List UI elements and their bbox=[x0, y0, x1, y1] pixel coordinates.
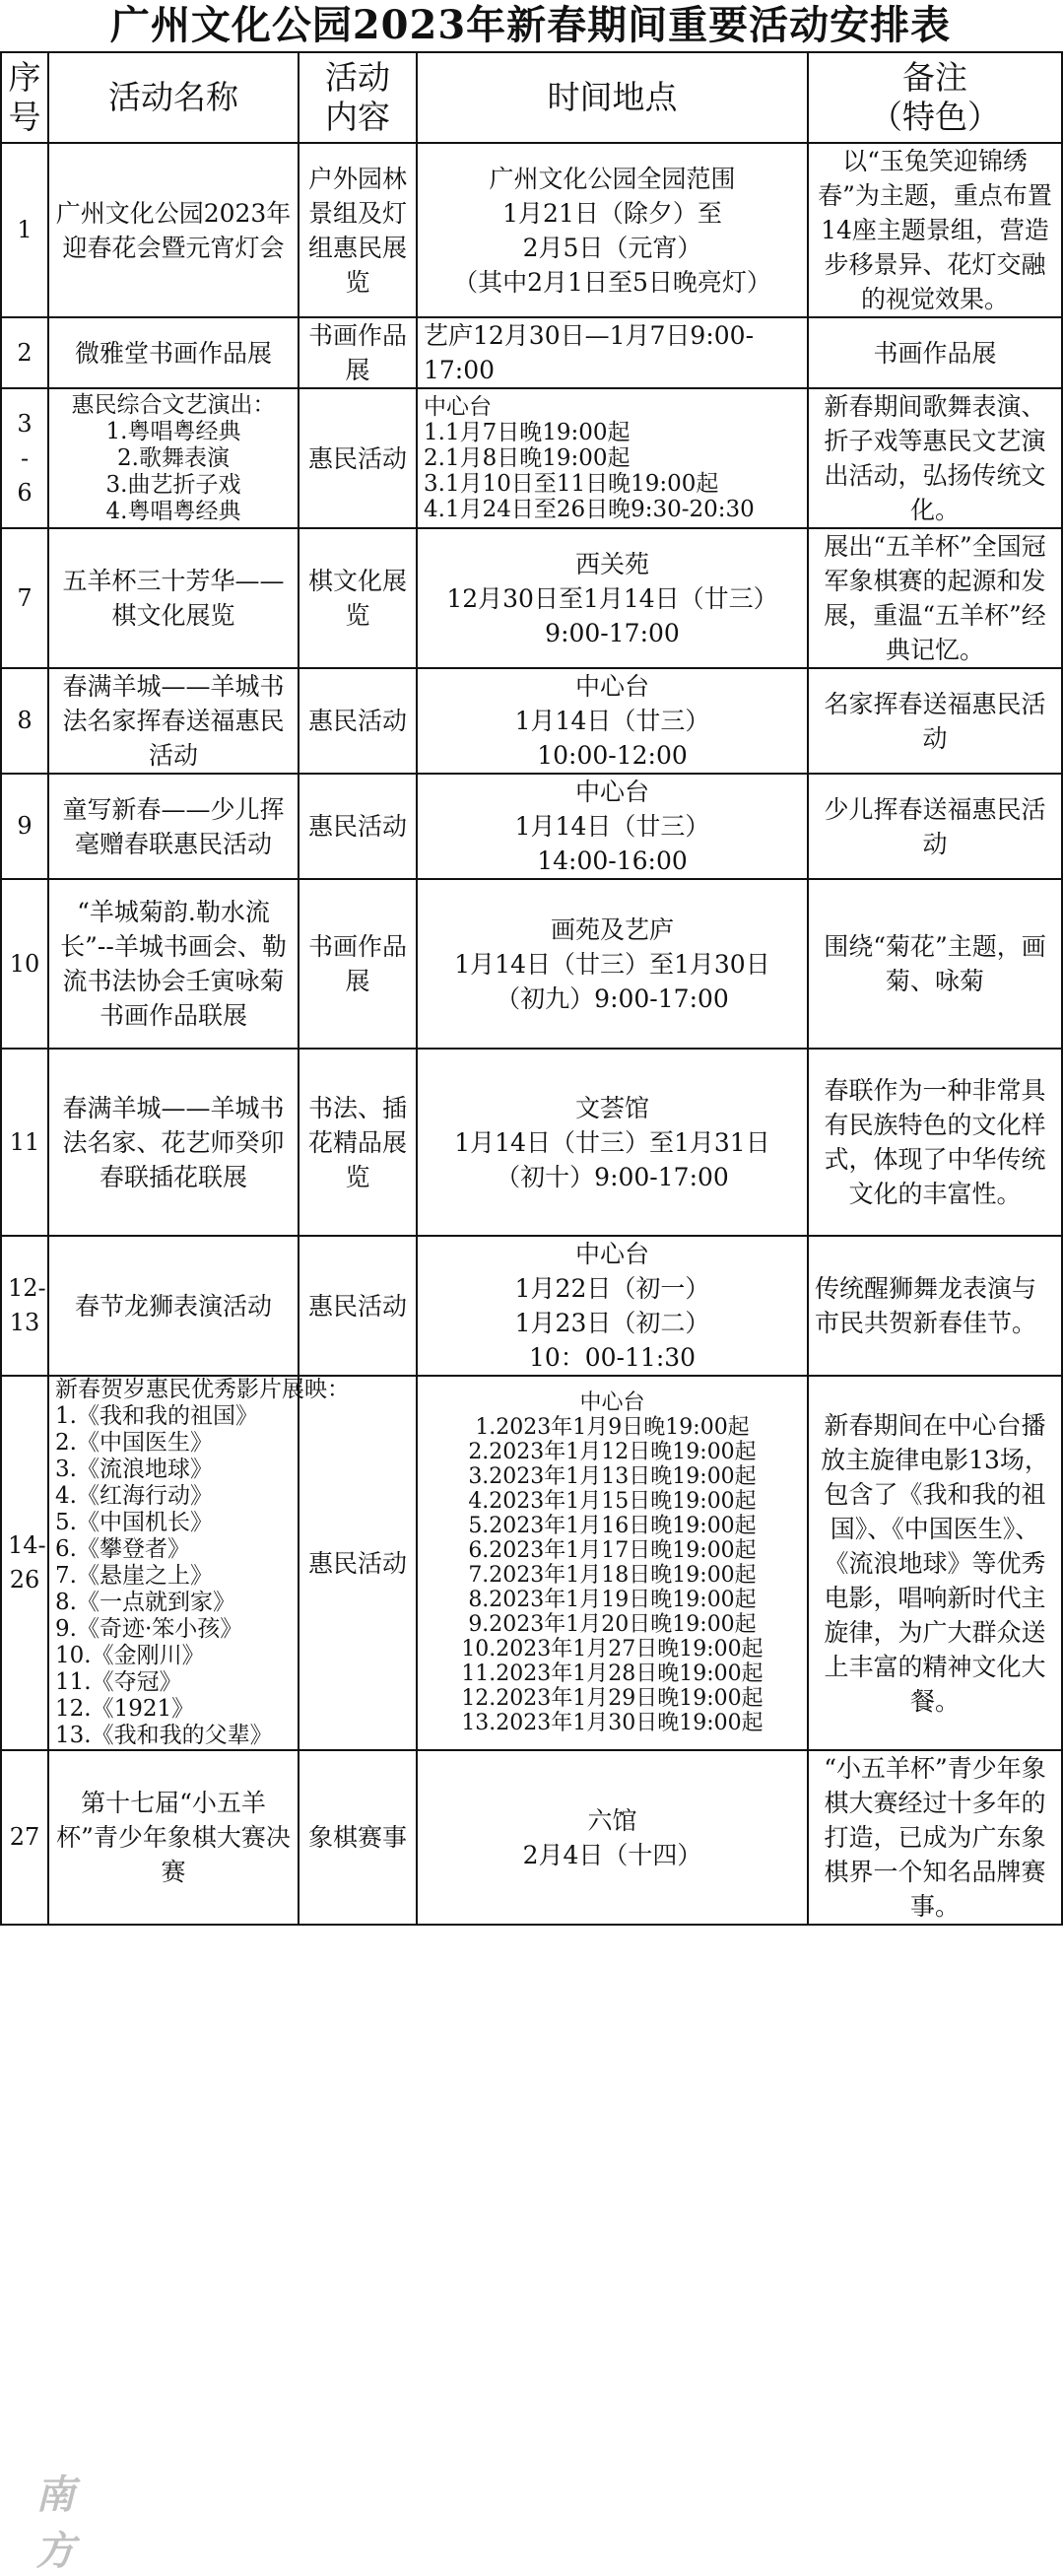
cell-time-place: 广州文化公园全园范围 1月21日（除夕）至 2月5日（元宵） （其中2月1日至5日晚亮灯） bbox=[417, 143, 808, 317]
table-row bbox=[1, 388, 1062, 528]
cell-note: “小五羊杯”青少年象棋大赛经过十多年的打造，已成为广东象棋界一个知名品牌赛事。 bbox=[808, 1750, 1062, 1925]
cell-activity-name: 微雅堂书画作品展 bbox=[48, 317, 299, 388]
cell-activity-type: 户外园林景组及灯组惠民展览 bbox=[299, 143, 417, 317]
cell-time-place: 中心台 1.2023年1月9日晚19:00起 2.2023年1月12日晚19:00起 3.2023年1月13日晚19:00起 4.2023年1月15日晚19:00起 5.2023年1月16日晚19:00起 6.2023年1月17日晚19:00起 7.2023年1月18日晚19:00起 8.2023年1月19日晚19:00起 9.2023年1月20日晚19:00起 10.2023年1月27日晚19:00起 11.2023年1月28日晚19:00起 12.2023年1月29日晚19:00起 13.2023年1月30日晚19:00起 bbox=[417, 1376, 808, 1750]
cell-no: 1 bbox=[1, 143, 48, 317]
cell-note: 围绕“菊花”主题，画菊、咏菊 bbox=[808, 879, 1062, 1049]
cell-activity-name: 春满羊城——羊城书法名家挥春送福惠民活动 bbox=[48, 668, 299, 774]
cell-activity-type: 惠民活动 bbox=[299, 1376, 417, 1750]
cell-time-place: 中心台 1.1月7日晚19:00起 2.1月8日晚19:00起 3.1月10日至11日晚19:00起 4.1月24日至26日晚9:30-20:30 bbox=[417, 388, 808, 528]
watermark-logo: 南方 bbox=[35, 2472, 75, 2574]
cell-activity-type: 书法、插花精品展览 bbox=[299, 1049, 417, 1236]
cell-no: 7 bbox=[1, 528, 48, 668]
cell-time-place: 艺庐12月30日—1月7日9:00-17:00 bbox=[417, 317, 808, 388]
cell-no: 9 bbox=[1, 774, 48, 879]
cell-no: 8 bbox=[1, 668, 48, 774]
cell-time-place: 画苑及艺庐 1月14日（廿三）至1月30日 （初九）9:00-17:00 bbox=[417, 879, 808, 1049]
cell-note: 新春期间在中心台播放主旋律电影13场，包含了《我和我的祖国》、《中国医生》、《流浪地球》等优秀电影，唱响新时代主旋律，为广大群众送上丰富的精神文化大餐。 bbox=[808, 1376, 1062, 1750]
cell-activity-type: 棋文化展览 bbox=[299, 528, 417, 668]
cell-activity-name: 春节龙狮表演活动 bbox=[48, 1236, 299, 1376]
cell-activity-type: 象棋赛事 bbox=[299, 1750, 417, 1925]
cell-time-place: 中心台 1月14日（廿三） 14:00-16:00 bbox=[417, 774, 808, 879]
cell-activity-type: 书画作品展 bbox=[299, 317, 417, 388]
activity-schedule-table bbox=[0, 51, 1063, 1926]
cell-note: 展出“五羊杯”全国冠军象棋赛的起源和发展，重温“五羊杯”经典记忆。 bbox=[808, 528, 1062, 668]
header-time: 时间地点 bbox=[417, 52, 808, 143]
cell-no: 12- 13 bbox=[1, 1236, 48, 1376]
cell-no: 11 bbox=[1, 1049, 48, 1236]
document-title: 广州文化公园2023年新春期间重要活动安排表 bbox=[109, 2, 952, 48]
cell-time-place: 西关苑 12月30日至1月14日（廿三） 9:00-17:00 bbox=[417, 528, 808, 668]
cell-no: 14- 26 bbox=[1, 1376, 48, 1750]
cell-activity-type: 惠民活动 bbox=[299, 1236, 417, 1376]
cell-activity-type: 惠民活动 bbox=[299, 668, 417, 774]
cell-activity-type: 惠民活动 bbox=[299, 774, 417, 879]
table-row bbox=[1, 1750, 1062, 1925]
cell-no: 10 bbox=[1, 879, 48, 1049]
cell-time-place: 中心台 1月14日（廿三） 10:00-12:00 bbox=[417, 668, 808, 774]
cell-activity-name: 第十七届“小五羊杯”青少年象棋大赛决赛 bbox=[48, 1750, 299, 1925]
table-row bbox=[1, 1049, 1062, 1236]
cell-activity-name: “羊城菊韵.勒水流长”--羊城书画会、勒流书法协会壬寅咏菊书画作品联展 bbox=[48, 879, 299, 1049]
table-row bbox=[1, 668, 1062, 774]
cell-note: 春联作为一种非常具有民族特色的文化样式，体现了中华传统文化的丰富性。 bbox=[808, 1049, 1062, 1236]
header-name: 活动名称 bbox=[48, 52, 299, 143]
cell-activity-type: 书画作品展 bbox=[299, 879, 417, 1049]
table-row bbox=[1, 143, 1062, 317]
cell-note: 以“玉兔笑迎锦绣春”为主题，重点布置14座主题景组，营造步移景异、花灯交融的视觉效果。 bbox=[808, 143, 1062, 317]
cell-no: 2 bbox=[1, 317, 48, 388]
table-row bbox=[1, 879, 1062, 1049]
cell-note: 少儿挥春送福惠民活动 bbox=[808, 774, 1062, 879]
cell-no: 27 bbox=[1, 1750, 48, 1925]
header-row bbox=[1, 52, 1062, 143]
cell-note: 书画作品展 bbox=[808, 317, 1062, 388]
cell-activity-name: 广州文化公园2023年迎春花会暨元宵灯会 bbox=[48, 143, 299, 317]
cell-note: 新春期间歌舞表演、折子戏等惠民文艺演出活动，弘扬传统文化。 bbox=[808, 388, 1062, 528]
cell-note: 传统醒狮舞龙表演与市民共贺新春佳节。 bbox=[808, 1236, 1062, 1376]
table-row bbox=[1, 1376, 1062, 1750]
cell-note: 名家挥春送福惠民活动 bbox=[808, 668, 1062, 774]
table-row bbox=[1, 1236, 1062, 1376]
cell-time-place: 六馆 2月4日（十四） bbox=[417, 1750, 808, 1925]
table-row bbox=[1, 774, 1062, 879]
cell-activity-name: 五羊杯三十芳华——棋文化展览 bbox=[48, 528, 299, 668]
cell-time-place: 文荟馆 1月14日（廿三）至1月31日 （初十）9:00-17:00 bbox=[417, 1049, 808, 1236]
table-row bbox=[1, 528, 1062, 668]
header-type: 活动 内容 bbox=[299, 52, 417, 143]
cell-activity-type: 惠民活动 bbox=[299, 388, 417, 528]
cell-activity-name: 童写新春——少儿挥毫赠春联惠民活动 bbox=[48, 774, 299, 879]
table-body bbox=[1, 143, 1062, 1925]
cell-activity-name: 春满羊城——羊城书法名家、花艺师癸卯春联插花联展 bbox=[48, 1049, 299, 1236]
cell-activity-name: 惠民综合文艺演出： 1.粤唱粤经典 2.歌舞表演 3.曲艺折子戏 4.粤唱粤经典 bbox=[48, 388, 299, 528]
cell-activity-name: 新春贺岁惠民优秀影片展映： 1.《我和我的祖国》 2.《中国医生》 3.《流浪地球》 4.《红海行动》 5.《中国机长》 6.《攀登者》 7.《悬崖之上》 8.《一点就到家》 9.《奇迹·笨小孩》 10.《金刚川》 11.《夺冠》 12.《1921》 13.《我和我的父辈》 bbox=[48, 1376, 299, 1750]
table-row bbox=[1, 317, 1062, 388]
header-note: 备注 （特色） bbox=[808, 52, 1062, 143]
cell-no: 3 - 6 bbox=[1, 388, 48, 528]
cell-time-place: 中心台 1月22日（初一） 1月23日（初二） 10：00-11:30 bbox=[417, 1236, 808, 1376]
header-no: 序 号 bbox=[1, 52, 48, 143]
